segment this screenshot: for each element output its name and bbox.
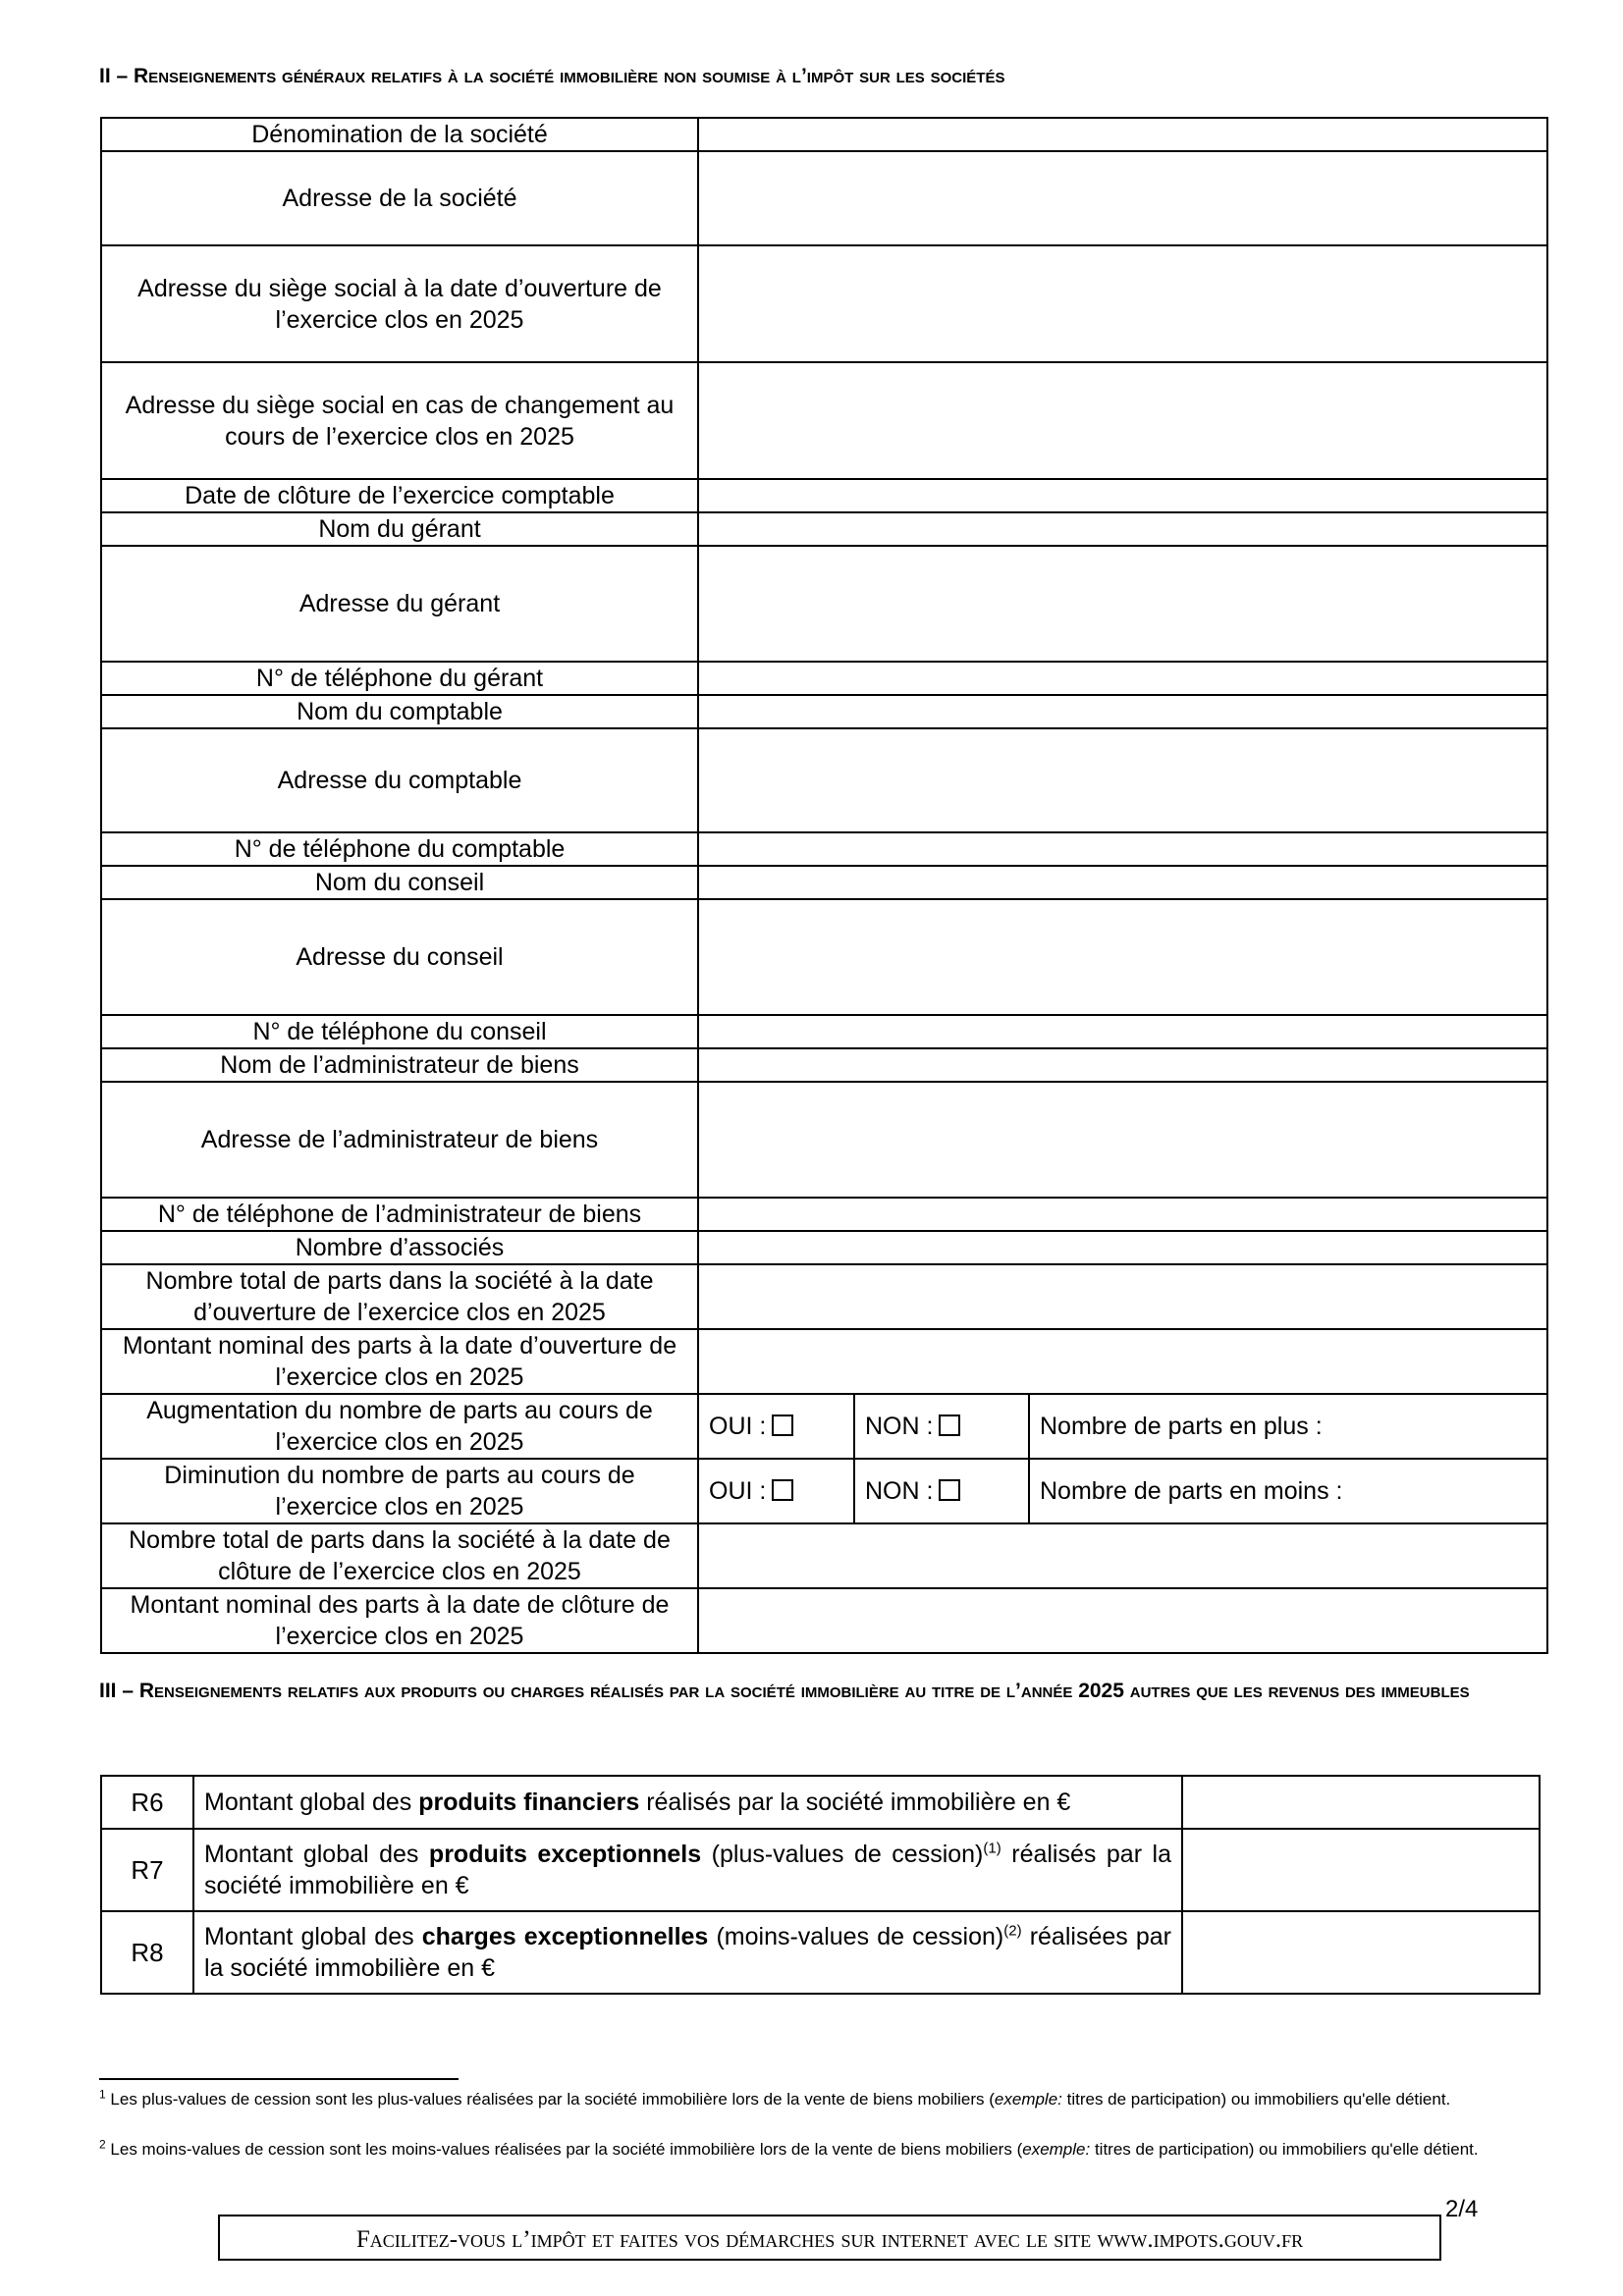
- diminution-non-cell: [854, 1459, 1029, 1523]
- field-r8-amount[interactable]: [1182, 1911, 1540, 1994]
- field-date-cloture[interactable]: [698, 479, 1547, 512]
- augmentation-nombre-parts-field[interactable]: [1029, 1394, 1547, 1459]
- field-nominal-ouverture[interactable]: [698, 1329, 1547, 1394]
- field-parts-ouverture[interactable]: [698, 1264, 1547, 1329]
- augmentation-oui-checkbox[interactable]: [772, 1415, 793, 1436]
- field-nom-administrateur[interactable]: [698, 1048, 1547, 1082]
- label-parts-cloture: Nombre total de parts dans la société à la date de clôture de l’exercice clos en 2025: [101, 1523, 698, 1588]
- label-nominal-ouverture: Montant nominal des parts à la date d’ouverture de l’exercice clos en 2025: [101, 1329, 698, 1394]
- label-denomination: Dénomination de la société: [101, 118, 698, 151]
- footnote-separator: [99, 2078, 459, 2080]
- oui-label: OUI :: [709, 1477, 767, 1505]
- label-nom-gerant: Nom du gérant: [101, 512, 698, 546]
- field-nominal-cloture[interactable]: [698, 1588, 1547, 1653]
- field-nom-gerant[interactable]: [698, 512, 1547, 546]
- field-adresse-administrateur[interactable]: [698, 1082, 1547, 1198]
- nombre-parts-plus-label: Nombre de parts en plus :: [1040, 1413, 1323, 1440]
- label-tel-comptable: N° de téléphone du comptable: [101, 832, 698, 866]
- field-siege-changement[interactable]: [698, 362, 1547, 479]
- field-denomination[interactable]: [698, 118, 1547, 151]
- page-number: 2/4: [1445, 2196, 1479, 2222]
- footnote-1: $^1$ Les plus-values de cession sont les plus-values réalisées par la société immobilière lors de la vente de biens mobiliers (exemple: titres de participation) ou immobiliers qu'elle détient.: [99, 2087, 1451, 2109]
- label-adresse-administrateur: Adresse de l’administrateur de biens: [101, 1082, 698, 1198]
- augmentation-non-checkbox[interactable]: [939, 1415, 960, 1436]
- label-date-cloture: Date de clôture de l’exercice comptable: [101, 479, 698, 512]
- label-tel-administrateur: N° de téléphone de l’administrateur de biens: [101, 1198, 698, 1231]
- nombre-parts-moins-label: Nombre de parts en moins :: [1040, 1477, 1343, 1505]
- field-r6-amount[interactable]: [1182, 1776, 1540, 1829]
- label-adresse-gerant: Adresse du gérant: [101, 546, 698, 662]
- row-description: Montant global des produits financiers réalisés par la société immobilière en €: [193, 1776, 1182, 1829]
- row-code: R8: [101, 1911, 193, 1994]
- field-nom-comptable[interactable]: [698, 695, 1547, 728]
- field-siege-ouverture[interactable]: [698, 245, 1547, 362]
- diminution-oui-cell: [698, 1459, 854, 1523]
- row-code: R6: [101, 1776, 193, 1829]
- footnote-2: $^2$ Les moins-values de cession sont les moins-values réalisées par la société immobilière lors de la vente de biens mobiliers (exemple: titres de participation) ou immobiliers qu'elle détient.: [99, 2137, 1479, 2159]
- label-siege-ouverture: Adresse du siège social à la date d’ouverture de l’exercice clos en 2025: [101, 245, 698, 362]
- field-tel-conseil[interactable]: [698, 1015, 1547, 1048]
- field-adresse-comptable[interactable]: [698, 728, 1547, 832]
- field-tel-comptable[interactable]: [698, 832, 1547, 866]
- diminution-non-checkbox[interactable]: [939, 1479, 960, 1501]
- label-diminution-parts: Diminution du nombre de parts au cours de l’exercice clos en 2025: [101, 1459, 698, 1523]
- label-nombre-associes: Nombre d’associés: [101, 1231, 698, 1264]
- diminution-oui-checkbox[interactable]: [772, 1479, 793, 1501]
- label-augmentation-parts: Augmentation du nombre de parts au cours de l’exercice clos en 2025: [101, 1394, 698, 1459]
- field-r7-amount[interactable]: [1182, 1829, 1540, 1911]
- label-nominal-cloture: Montant nominal des parts à la date de clôture de l’exercice clos en 2025: [101, 1588, 698, 1653]
- field-tel-gerant[interactable]: [698, 662, 1547, 695]
- row-description: Montant global des produits exceptionnels (plus-values de cession)$^{(1)}$ réalisés par la société immobilière en €: [193, 1829, 1182, 1911]
- label-parts-ouverture: Nombre total de parts dans la société à la date d’ouverture de l’exercice clos en 2025: [101, 1264, 698, 1329]
- section-3-title: III – Renseignements relatifs aux produits ou charges réalisés par la société immobilière au titre de l’année 2025 autres que les revenus des immeubles: [99, 1680, 1470, 1702]
- label-nom-conseil: Nom du conseil: [101, 866, 698, 899]
- produits-charges-table: [100, 1775, 1541, 1995]
- augmentation-non-cell: [854, 1394, 1029, 1459]
- non-label: NON :: [865, 1477, 934, 1505]
- field-adresse-societe[interactable]: [698, 151, 1547, 245]
- field-parts-cloture[interactable]: [698, 1523, 1547, 1588]
- section-2-title: II – Renseignements généraux relatifs à la société immobilière non soumise à l’impôt sur les sociétés: [99, 65, 1005, 87]
- label-siege-changement: Adresse du siège social en cas de changement au cours de l’exercice clos en 2025: [101, 362, 698, 479]
- field-tel-administrateur[interactable]: [698, 1198, 1547, 1231]
- field-nombre-associes[interactable]: [698, 1231, 1547, 1264]
- label-tel-conseil: N° de téléphone du conseil: [101, 1015, 698, 1048]
- augmentation-oui-cell: [698, 1394, 854, 1459]
- non-label: NON :: [865, 1413, 934, 1440]
- oui-label: OUI :: [709, 1413, 767, 1440]
- general-info-table: [100, 117, 1548, 1654]
- label-tel-gerant: N° de téléphone du gérant: [101, 662, 698, 695]
- row-description: Montant global des charges exceptionnelles (moins-values de cession)$^{(2)}$ réalisées par la société immobilière en €: [193, 1911, 1182, 1994]
- label-adresse-conseil: Adresse du conseil: [101, 899, 698, 1015]
- diminution-nombre-parts-field[interactable]: [1029, 1459, 1547, 1523]
- field-nom-conseil[interactable]: [698, 866, 1547, 899]
- label-adresse-societe: Adresse de la société: [101, 151, 698, 245]
- footer-text: Facilitez-vous l’impôt et faites vos démarches sur internet avec le site www.impots.gouv.fr: [355, 2226, 1304, 2253]
- label-nom-comptable: Nom du comptable: [101, 695, 698, 728]
- field-adresse-gerant[interactable]: [698, 546, 1547, 662]
- label-nom-administrateur: Nom de l’administrateur de biens: [101, 1048, 698, 1082]
- field-adresse-conseil[interactable]: [698, 899, 1547, 1015]
- row-code: R7: [101, 1829, 193, 1911]
- footer-banner: [218, 2215, 1441, 2261]
- label-adresse-comptable: Adresse du comptable: [101, 728, 698, 832]
